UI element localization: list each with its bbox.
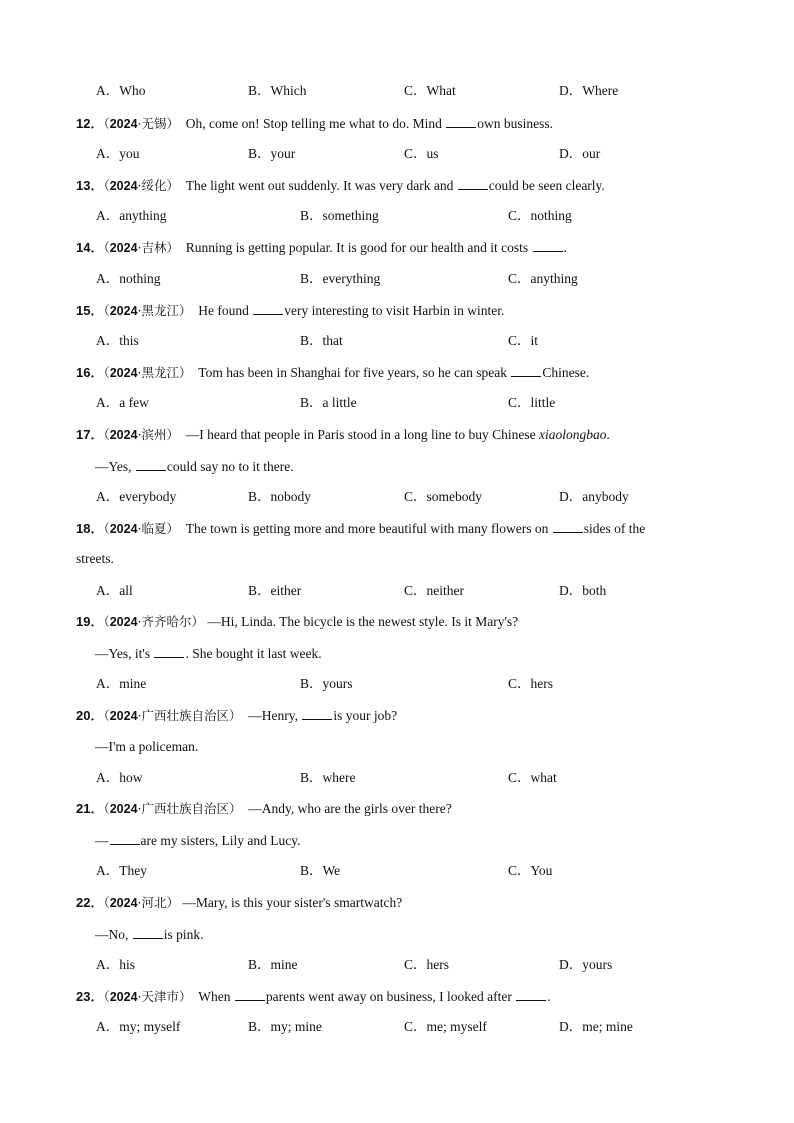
source-place: ·吉林 (137, 240, 167, 255)
q19-options (96, 675, 754, 693)
q15-options (96, 332, 754, 350)
source-place: ·黑龙江 (137, 365, 180, 380)
question-source: （2024·广西壮族自治区） (103, 801, 242, 816)
q22-option-b[interactable]: B．mine (248, 957, 298, 972)
q21-option-b[interactable]: B．We (300, 863, 341, 878)
q18-options (96, 582, 754, 600)
stem-italic-word: xiaolongbao (539, 427, 607, 442)
q22-stem-line2 (95, 925, 204, 943)
q23-stem (76, 987, 718, 1005)
q12-options (96, 145, 754, 163)
source-year: 2024 (109, 709, 138, 723)
question-source: （2024·广西壮族自治区） (103, 708, 242, 723)
q16-stem (76, 363, 718, 381)
q23-option-a[interactable]: A．my; myself (96, 1019, 181, 1034)
stem-text: —I heard that people in Paris stood in a long line to buy Chinese (185, 427, 536, 442)
source-place: ·天津市 (137, 989, 180, 1004)
q23-options (96, 1018, 754, 1036)
stem-text: is pink. (163, 927, 204, 942)
source-year: 2024 (109, 428, 138, 442)
q16-option-b[interactable]: B．a little (300, 395, 357, 410)
q12-option-c[interactable]: C．us (404, 146, 439, 161)
source-year: 2024 (109, 615, 138, 629)
answer-blank (516, 987, 546, 1001)
stem-text: Tom has been in Shanghai for five years, so he can speak (198, 365, 508, 380)
q19-stem (76, 613, 718, 631)
q23-option-c[interactable]: C．me; myself (404, 1019, 487, 1034)
stem-text: Oh, come on! Stop telling me what to do. Mind (185, 116, 442, 131)
question-source: （2024·无锡） (103, 116, 180, 131)
q16-options (96, 394, 754, 412)
question-source: （2024·黑龙江） (103, 365, 192, 380)
q18-stem-line2 (76, 550, 114, 568)
q11-option-a[interactable]: A．Who (96, 83, 146, 98)
q20-stem-line2 (95, 738, 198, 756)
q15-option-c[interactable]: C．it (508, 333, 539, 348)
q19-option-a[interactable]: A．mine (96, 676, 147, 691)
stem-text: The town is getting more and more beautiful with many flowers on (185, 521, 549, 536)
q17-option-d[interactable]: D．anybody (559, 489, 629, 504)
q13-options (96, 207, 754, 225)
q21-stem-line2 (95, 831, 300, 849)
q14-stem (76, 238, 718, 256)
q13-option-c[interactable]: C．nothing (508, 208, 572, 223)
stem-text: —Andy, who are the girls over there? (248, 801, 452, 816)
q23-option-b[interactable]: B．my; mine (248, 1019, 322, 1034)
stem-text: Running is getting popular. It is good for our health and it costs (185, 240, 529, 255)
q18-option-c[interactable]: C．neither (404, 583, 464, 598)
stem-text: When (198, 989, 231, 1004)
question-source: （2024·河北） (103, 895, 180, 910)
q22-option-d[interactable]: D．yours (559, 957, 613, 972)
q22-option-a[interactable]: A．his (96, 957, 136, 972)
q17-option-a[interactable]: A．everybody (96, 489, 177, 504)
answer-blank (136, 457, 166, 471)
question-source: （2024·齐齐哈尔） (103, 614, 205, 629)
question-number: 16． (76, 365, 104, 380)
stem-text: could say no to it there. (166, 459, 294, 474)
answer-blank (553, 519, 583, 533)
stem-text: Chinese. (542, 365, 590, 380)
stem-text: — (95, 833, 109, 848)
q11-options (96, 82, 754, 100)
answer-blank (133, 925, 163, 939)
q17-option-c[interactable]: C．somebody (404, 489, 483, 504)
q22-stem (76, 894, 718, 912)
source-year: 2024 (109, 241, 138, 255)
q18-stem (76, 519, 718, 537)
q19-option-c[interactable]: C．hers (508, 676, 553, 691)
question-number: 14． (76, 240, 104, 255)
stem-text: —Yes, (95, 459, 132, 474)
stem-text: He found (198, 303, 249, 318)
q16-option-a[interactable]: A．a few (96, 395, 149, 410)
stem-text: . She bought it last week. (185, 646, 322, 661)
q20-option-b[interactable]: B．where (300, 770, 356, 785)
answer-blank (302, 706, 332, 720)
question-source: （2024·临夏） (103, 521, 180, 536)
q11-option-b[interactable]: B．Which (248, 83, 307, 98)
stem-text: —Hi, Linda. The bicycle is the newest style. Is it Mary's? (207, 614, 519, 629)
stem-text: The light went out suddenly. It was very dark and (185, 178, 454, 193)
stem-text: —I'm a policeman. (95, 739, 199, 754)
q22-options (96, 956, 754, 974)
source-year: 2024 (109, 179, 138, 193)
stem-text: —Yes, it's (95, 646, 151, 661)
source-place: ·无锡 (137, 116, 167, 131)
source-year: 2024 (109, 366, 138, 380)
question-number: 22． (76, 895, 104, 910)
q20-option-a[interactable]: A．how (96, 770, 143, 785)
answer-blank (511, 363, 541, 377)
q11-option-d[interactable]: D．Where (559, 83, 619, 98)
q21-option-c[interactable]: C．You (508, 863, 553, 878)
source-year: 2024 (109, 522, 138, 536)
question-number: 19． (76, 614, 104, 629)
q12-option-d[interactable]: D．our (559, 146, 601, 161)
question-source: （2024·天津市） (103, 989, 192, 1004)
q19-option-b[interactable]: B．yours (300, 676, 353, 691)
q12-option-b[interactable]: B．your (248, 146, 296, 161)
source-year: 2024 (109, 802, 138, 816)
q19-stem-line2 (95, 644, 322, 662)
question-source: （2024·黑龙江） (103, 303, 192, 318)
question-source: （2024·滨州） (103, 427, 180, 442)
q11-option-c[interactable]: C．What (404, 83, 456, 98)
question-source: （2024·吉林） (103, 240, 180, 255)
source-year: 2024 (109, 896, 138, 910)
q18-option-a[interactable]: A．all (96, 583, 133, 598)
q20-option-c[interactable]: C．what (508, 770, 557, 785)
answer-blank (533, 238, 563, 252)
stem-text: . (563, 240, 567, 255)
q17-stem-line2 (95, 457, 294, 475)
q14-option-b[interactable]: B．everything (300, 271, 381, 286)
q23-option-d[interactable]: D．me; mine (559, 1019, 633, 1034)
stem-text: —Henry, (248, 708, 299, 723)
stem-text: —Mary, is this your sister's smartwatch? (182, 895, 403, 910)
stem-text: parents went away on business, I looked after (265, 989, 512, 1004)
answer-blank (253, 301, 283, 315)
q20-options (96, 769, 754, 787)
q20-stem (76, 706, 718, 724)
q15-stem (76, 301, 718, 319)
stem-text: . (547, 989, 551, 1004)
answer-blank (458, 176, 488, 190)
q13-option-a[interactable]: A．anything (96, 208, 167, 223)
source-place: ·临夏 (137, 521, 167, 536)
answer-blank (235, 987, 265, 1001)
q18-option-d[interactable]: D．both (559, 583, 607, 598)
stem-text: streets. (76, 551, 114, 566)
q18-option-b[interactable]: B．either (248, 583, 302, 598)
stem-text: own business. (477, 116, 554, 131)
q14-option-a[interactable]: A．nothing (96, 271, 161, 286)
question-number: 15． (76, 303, 104, 318)
q21-option-a[interactable]: A．They (96, 863, 147, 878)
question-number: 13． (76, 178, 104, 193)
question-source: （2024·绥化） (103, 178, 180, 193)
q17-option-b[interactable]: B．nobody (248, 489, 312, 504)
source-place: ·齐齐哈尔 (137, 614, 192, 629)
q15-option-b[interactable]: B．that (300, 333, 343, 348)
q15-option-a[interactable]: A．this (96, 333, 139, 348)
q14-options (96, 270, 754, 288)
stem-text: could be seen clearly. (488, 178, 605, 193)
stem-text: —No, (95, 927, 129, 942)
source-place: ·广西壮族自治区 (137, 801, 230, 816)
q12-stem (76, 114, 718, 132)
source-place: ·绥化 (137, 178, 167, 193)
q12-option-a[interactable]: A．you (96, 146, 140, 161)
q21-options (96, 862, 754, 880)
q17-options (96, 488, 754, 506)
q17-stem (76, 426, 718, 444)
stem-text: very interesting to visit Harbin in winter. (284, 303, 505, 318)
answer-blank (110, 831, 140, 845)
source-year: 2024 (109, 304, 138, 318)
question-number: 20． (76, 708, 104, 723)
answer-blank (154, 644, 184, 658)
stem-text: are my sisters, Lily and Lucy. (140, 833, 301, 848)
source-place: ·河北 (137, 895, 167, 910)
q14-option-c[interactable]: C．anything (508, 271, 578, 286)
question-number: 17． (76, 427, 104, 442)
q16-option-c[interactable]: C．little (508, 395, 556, 410)
question-number: 12． (76, 116, 104, 131)
question-number: 18． (76, 521, 104, 536)
stem-text: sides of the (583, 521, 646, 536)
q21-stem (76, 800, 718, 818)
source-place: ·黑龙江 (137, 303, 180, 318)
answer-blank (446, 114, 476, 128)
source-year: 2024 (109, 117, 138, 131)
stem-text: is your job? (333, 708, 398, 723)
source-year: 2024 (109, 990, 138, 1004)
q13-option-b[interactable]: B．something (300, 208, 379, 223)
stem-text: . (606, 427, 610, 442)
source-place: ·滨州 (137, 427, 167, 442)
source-place: ·广西壮族自治区 (137, 708, 230, 723)
question-number: 23． (76, 989, 104, 1004)
q22-option-c[interactable]: C．hers (404, 957, 449, 972)
question-number: 21． (76, 801, 104, 816)
q13-stem (76, 176, 718, 194)
